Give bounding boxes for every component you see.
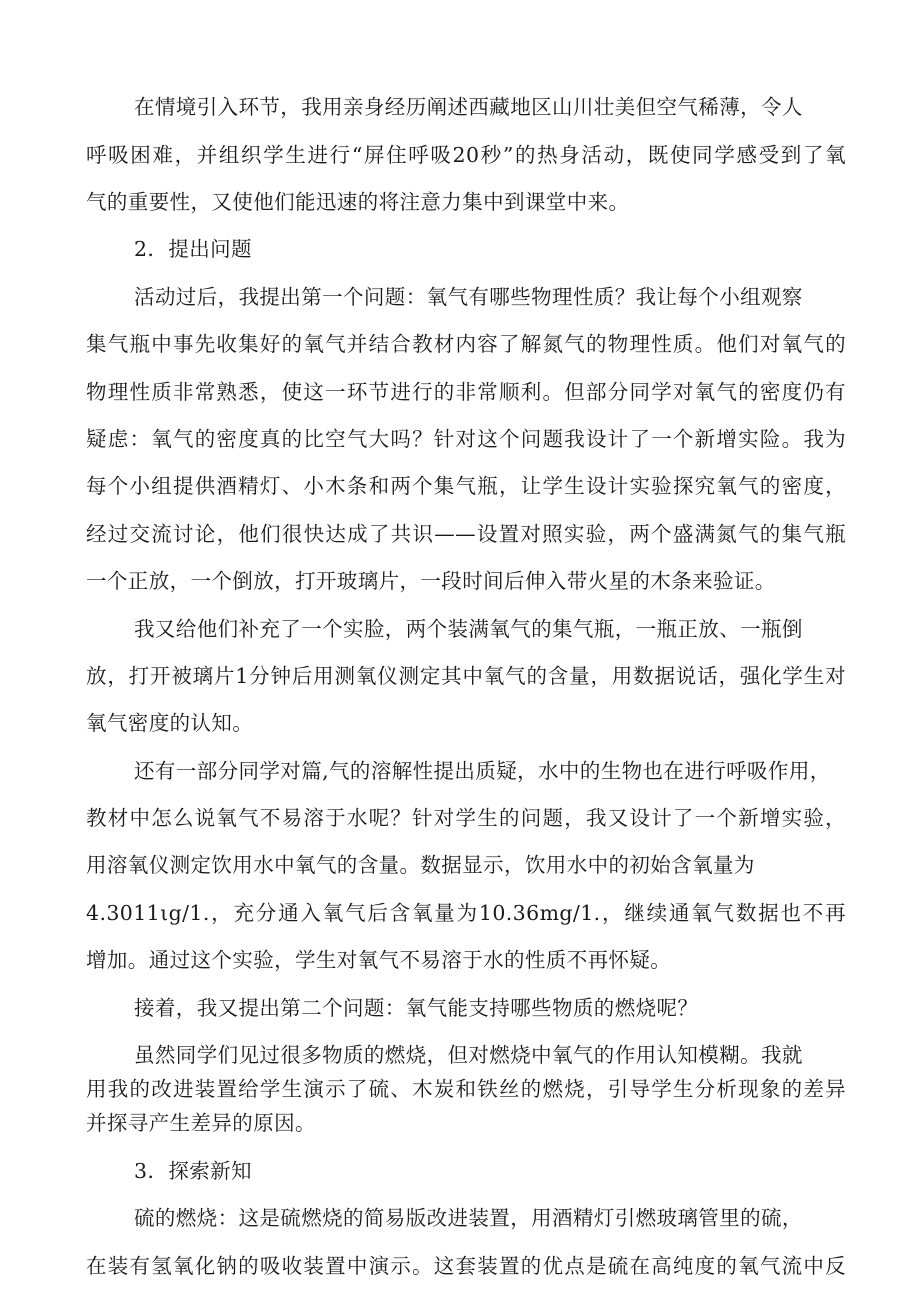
paragraph-7-line-1: 硫的燃烧：这是硫燃烧的简易版改进装置，用酒精灯引燃玻璃管里的硫，	[134, 1206, 803, 1230]
paragraph-2-line-2: 集气瓶中事先收集好的氧气并结合教材内容了解氮气的物理性质。他们对氧气的	[86, 332, 846, 356]
paragraph-3-line-2: 放，打开被璃片1分钟后用测氧仪测定其中氧气的含量，用数据说话，强化学生对	[86, 664, 846, 688]
paragraph-2-line-4: 疑虑：氧气的密度真的比空气大吗？针对这个问题我设计了一个新增实险。我为	[86, 427, 846, 451]
paragraph-1-line-1: 在情境引入环节，我用亲身经历阐述西藏地区山川壮美但空气稀薄，令人	[134, 95, 803, 119]
paragraph-5-line-1: 接着，我又提出第二个问题：氧气能支持哪些物质的燃烧呢？	[134, 996, 699, 1020]
paragraph-3-line-1: 我又给他们补充了一个实脸，两个装满氧气的集气瓶，一瓶正放、一瓶倒	[134, 617, 803, 641]
paragraph-2-line-6: 经过交流讨论，他们很快达成了共识——设置对照实验，两个盛满氮气的集气瓶	[86, 522, 846, 546]
section-heading-3: 3．探索新知	[134, 1159, 252, 1183]
section-heading-2: 2．提出问题	[134, 237, 252, 261]
paragraph-4-line-3: 用溶氧仪测定饮用水中氧气的含量。数据显示，饮用水中的初始含氧量为	[86, 853, 755, 877]
paragraph-2-line-5: 每个小组提供酒精灯、小木条和两个集气瓶，让学生设计实验探究氧气的密度，	[86, 474, 846, 498]
paragraph-1-line-3: 气的重要性，又使他们能迅速的将注意力集中到课堂中来。	[86, 190, 630, 214]
paragraph-3-line-3: 氧气密度的认知。	[86, 711, 254, 735]
paragraph-4-line-4: 4.3011ιg/1.，充分通入氧气后含氧量为10.36mg/1.，继续通氧气数据也不再	[86, 901, 846, 925]
paragraph-6-line-2: 用我的改进装置给学生演示了硫、木炭和铁丝的燃烧，引导学生分析现象的差异	[86, 1077, 846, 1101]
paragraph-4-line-2: 教材中怎么说氧气不易溶于水呢？针对学生的问题，我又设计了一个新增实验，	[86, 806, 846, 830]
paragraph-2-line-7: 一个正放，一个倒放，打开玻璃片，一段时间后伸入带火星的木条来验证。	[86, 569, 776, 593]
paragraph-6-line-3: 并探寻产生差异的原因。	[86, 1111, 316, 1135]
paragraph-6-line-1: 虽然同学们见过很多物质的燃烧，但对燃烧中氧气的作用认知模糊。我就	[134, 1043, 803, 1067]
paragraph-7-line-2: 在装有氢氧化钠的吸收装置中演示。这套装置的优点是硫在高纯度的氧气流中反	[86, 1254, 846, 1278]
paragraph-1-line-2: 呼吸困难，并组织学生进行“屏住呼吸20秒”的热身活动，既使同学感受到了氧	[86, 143, 846, 167]
paragraph-2-line-1: 活动过后，我提出第一个问题：氧气有哪些物理性质？我让每个小组观察	[134, 285, 803, 309]
paragraph-2-line-3: 物理性质非常熟悉，使这一环节进行的非常顺利。但部分同学对氧气的密度仍有	[86, 380, 846, 404]
paragraph-4-line-1: 还有一部分同学对篇,气的溶解性提出质疑，水中的生物也在进行呼吸作用，	[134, 759, 831, 783]
paragraph-4-line-5: 增加。通过这个实验，学生对氧气不易溶于水的性质不再怀疑。	[86, 948, 672, 972]
